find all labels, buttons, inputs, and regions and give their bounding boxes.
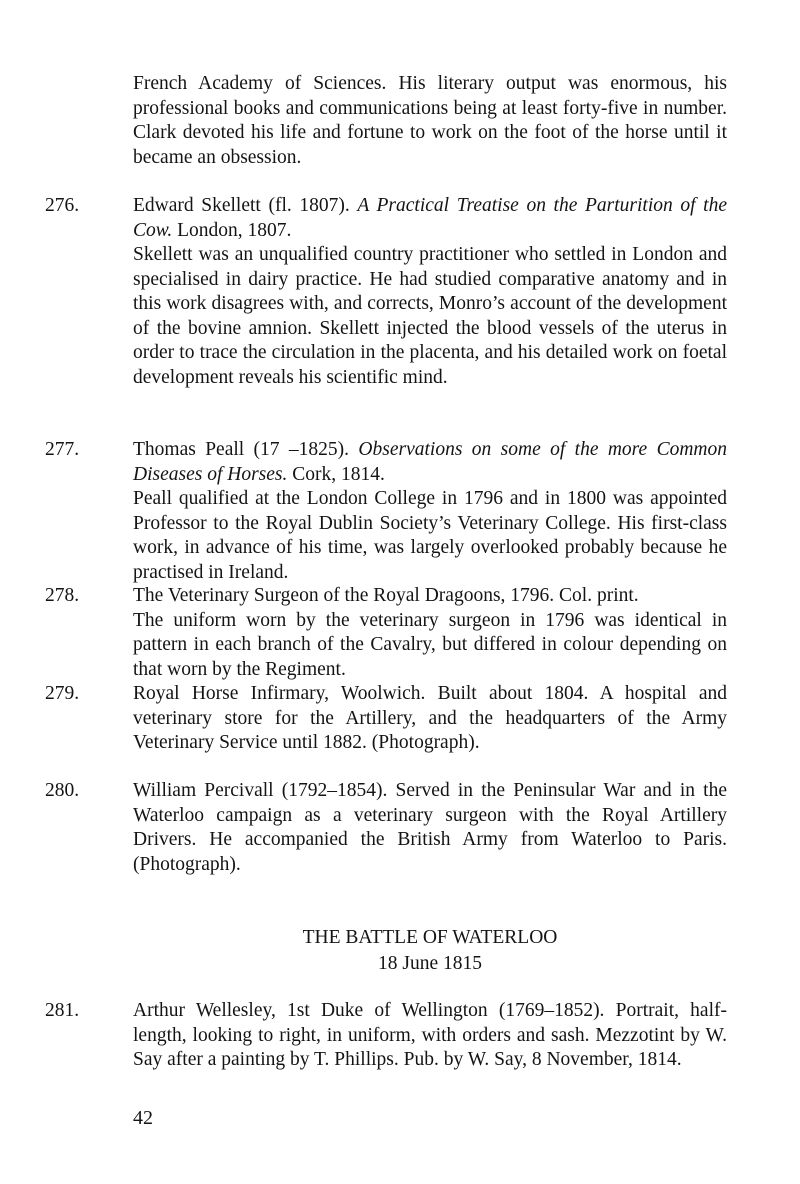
entry-body	[133, 194, 727, 390]
entry-body	[133, 999, 727, 1073]
entry-citation: Royal Horse Infirmary, Woolwich. Built about 1804. A hospital and veterinary store for the Artillery, and the headquarters of the Army Veterinary Service until 1882. (Photograph).	[133, 683, 727, 753]
entry-author: Edward Skellett (fl. 1807).	[133, 195, 358, 216]
entry-title: Observations on some of the more Common Diseases of Horses.	[133, 439, 727, 485]
page-number: 42	[133, 1107, 153, 1129]
section-date: 18 June 1815	[378, 953, 482, 974]
entry-number: 276.	[45, 195, 80, 216]
entry-description: Peall qualified at the London College in 1796 and in 1800 was appointed Professor to the Royal Dublin Society’s Veterinary College. His first-class work, in advance of his time, was largely overlooked probably because he practised in Ireland.	[133, 488, 727, 583]
entry-title: A Practical Treatise on the Parturition of the Cow.	[133, 195, 727, 241]
entry-number: 279.	[45, 683, 80, 704]
continuation-paragraph: French Academy of Sciences. His literary output was enormous, his professional books and communications being at least forty-five in number. Clark devoted his life and fortune to work on the foot of the horse until it became an obsession.	[133, 73, 727, 168]
entry-body	[133, 779, 727, 877]
entry-body	[133, 584, 727, 682]
entry-author: Thomas Peall (17 –1825).	[133, 439, 359, 460]
entry-citation: William Percivall (1792–1854). Served in the Peninsular War and in the Waterloo campaign as a veterinary surgeon with the Royal Artillery Drivers. He accompanied the British Army from Waterloo to Paris. (Photograph).	[133, 780, 727, 875]
section-heading	[133, 925, 727, 977]
entry-number: 278.	[45, 585, 80, 606]
section-title: THE BATTLE OF WATERLOO	[302, 927, 558, 948]
entry-citation: Arthur Wellesley, 1st Duke of Wellington (1769–1852). Portrait, half-length, looking to right, in uniform, with orders and sash. Mezzotint by W. Say after a painting by T. Phillips. Pub. by W. Say, 8 November, 1814.	[133, 1000, 727, 1070]
entry-citation	[133, 194, 727, 243]
entry-description: The uniform worn by the veterinary surgeon in 1796 was identical in pattern in each branch of the Cavalry, but differed in colour depending on that worn by the Regiment.	[133, 609, 727, 680]
entry-citation	[133, 438, 727, 487]
entry-description: Skellett was an unqualified country practitioner who settled in London and specialised in dairy practice. He had studied comparative anatomy and in this work disagrees with, and corrects, Monro’s account of the development of the bovine amnion. Skellett injected the blood vessels of the uterus in order to trace the circulation in the placenta, and his detailed work on foetal development reveals his scientific mind.	[133, 244, 727, 388]
entry-citation: The Veterinary Surgeon of the Royal Dragoons, 1796. Col. print.	[133, 585, 639, 606]
entry-number: 281.	[45, 1000, 80, 1021]
entry-body	[133, 438, 727, 585]
entry-publication: Cork, 1814.	[287, 463, 385, 485]
entry-publication: London, 1807.	[172, 219, 292, 241]
entry-number: 280.	[45, 780, 80, 801]
entry-body	[133, 682, 727, 756]
entry-number: 277.	[45, 439, 80, 460]
